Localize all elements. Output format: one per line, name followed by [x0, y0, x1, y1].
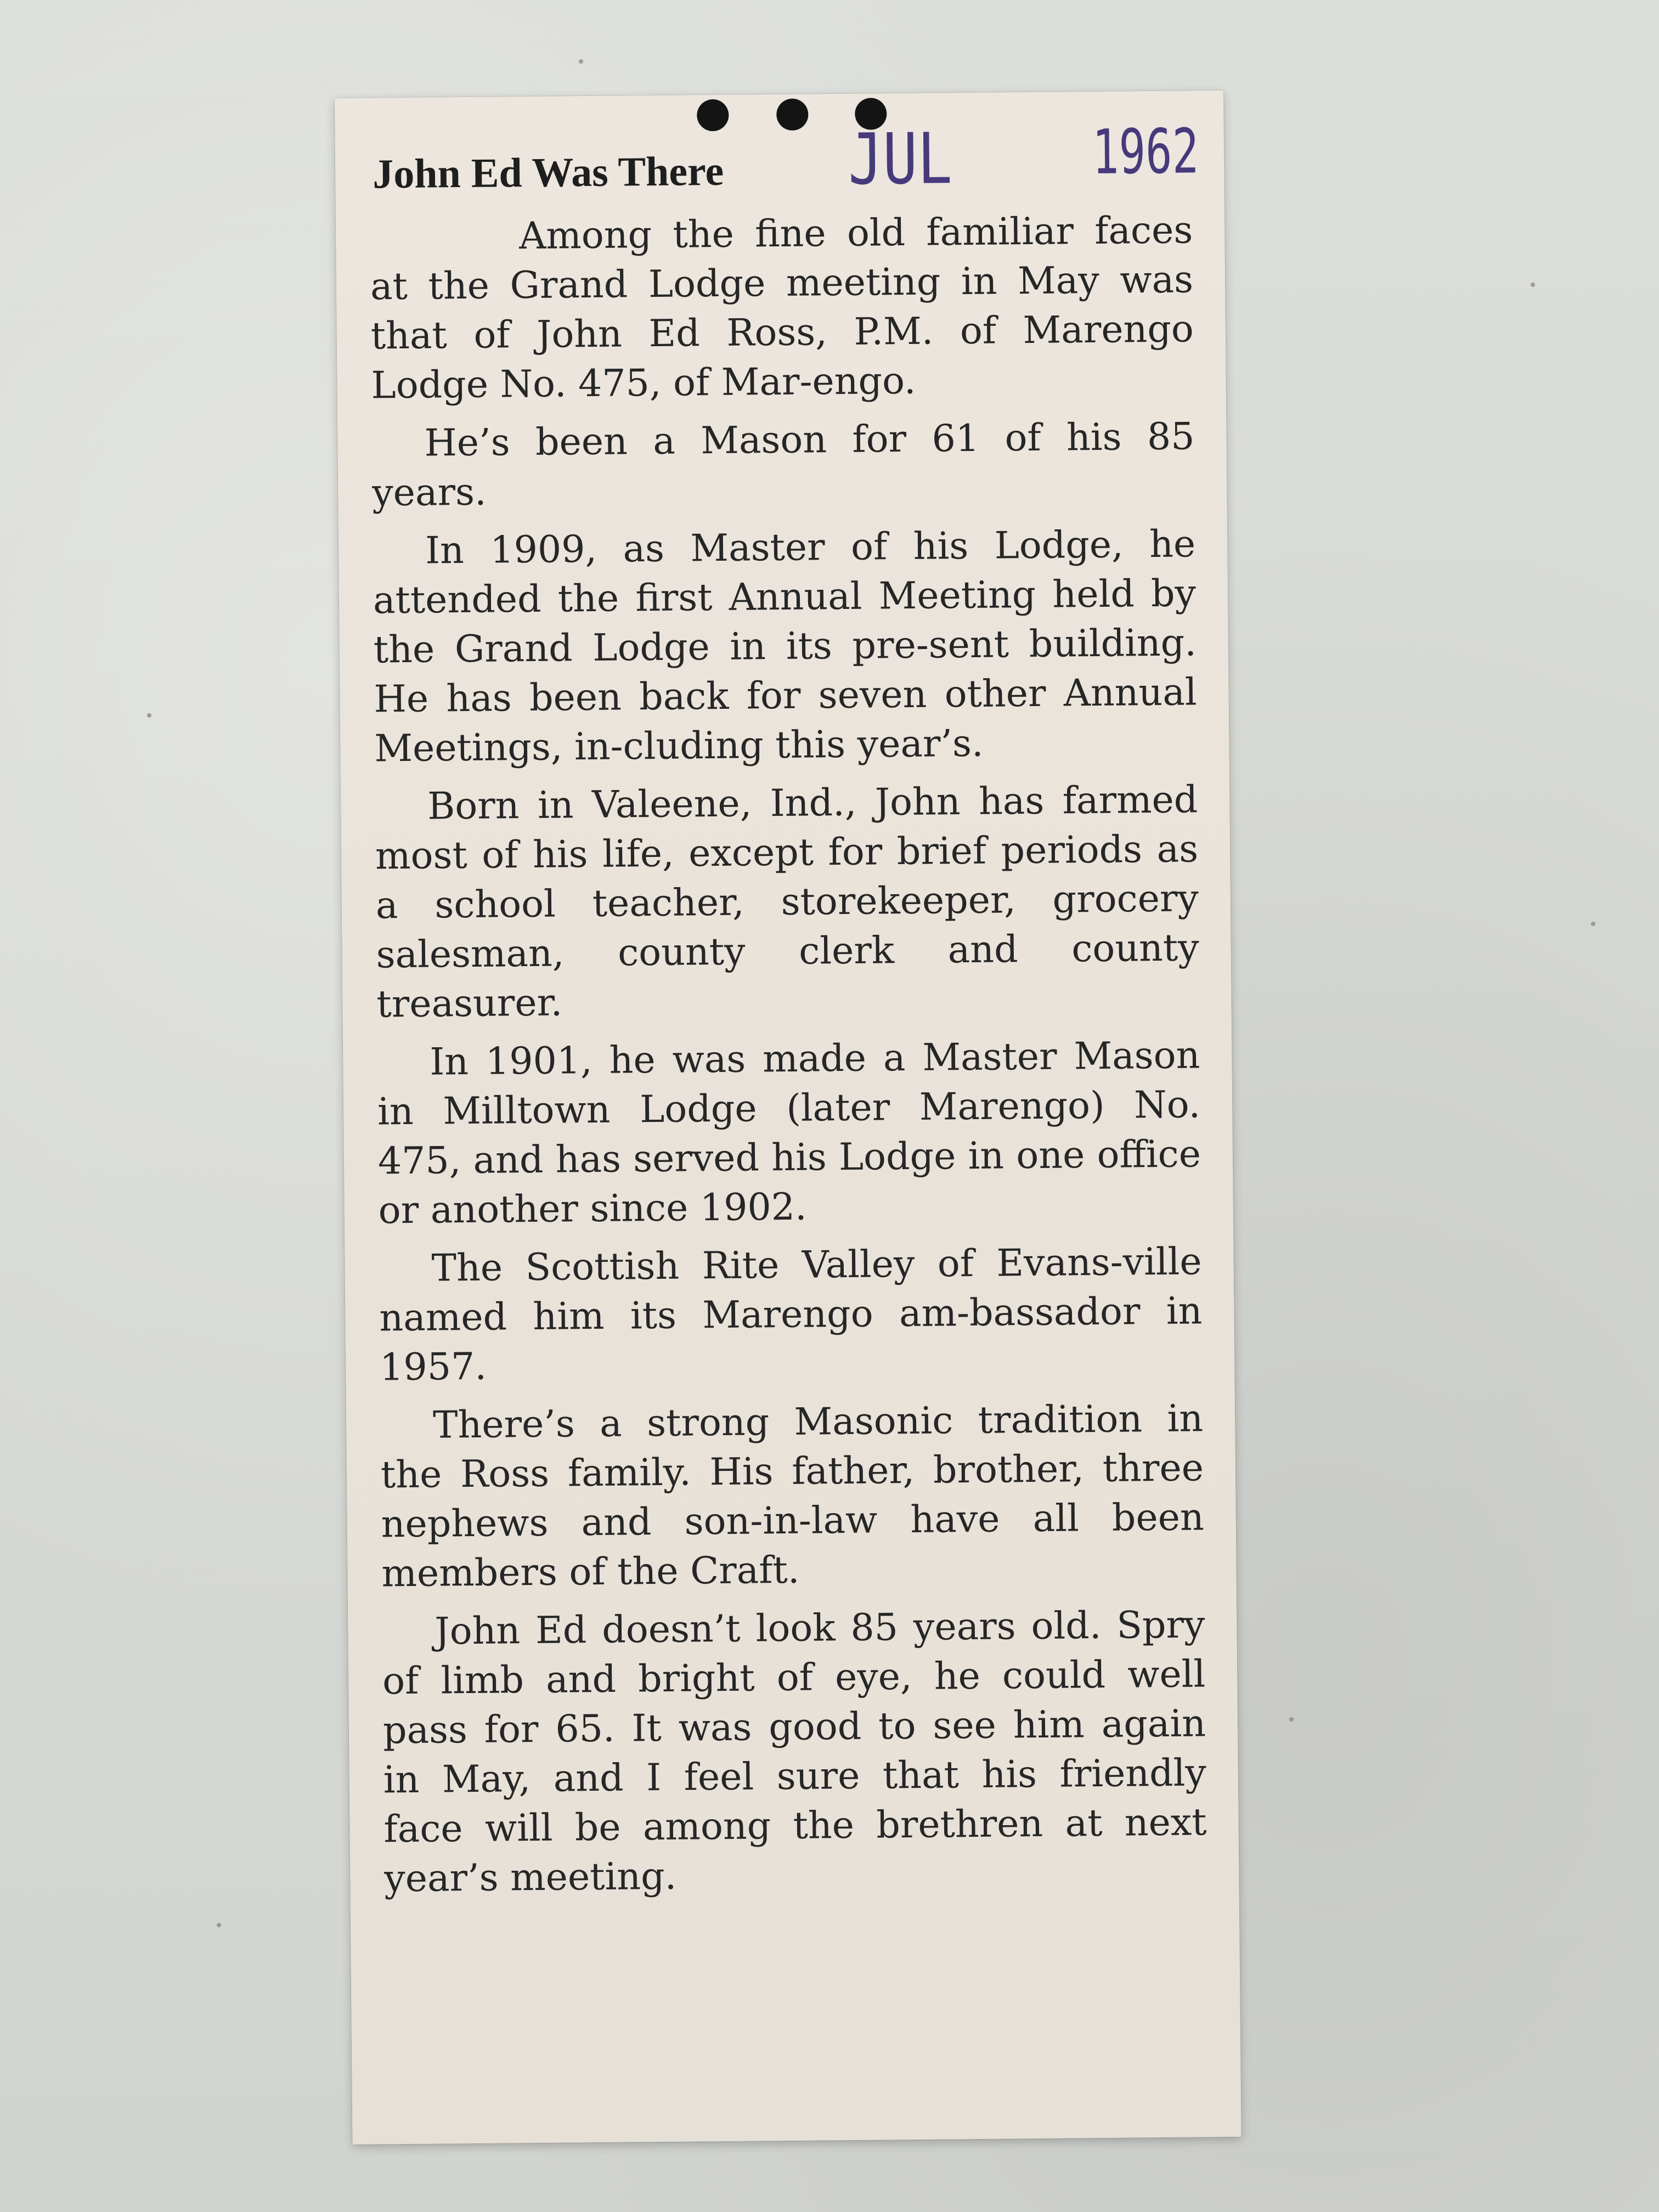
wall-speck — [217, 1923, 221, 1927]
date-stamp-month: JUL — [848, 118, 953, 201]
wall-speck — [579, 59, 583, 64]
article-paragraph: Born in Valeene, Ind., John has farmed most of his life, except for brief periods as a school teacher, storekeeper, grocery salesman, county clerk and county treasurer. — [375, 778, 1199, 1026]
date-stamp-year: 1962 — [1092, 116, 1199, 189]
article-headline: John Ed Was There — [372, 148, 724, 198]
punch-hole — [697, 99, 729, 132]
punch-hole — [776, 99, 809, 131]
article-paragraph: In 1901, he was made a Master Mason in Milltown Lodge (later Marengo) No. 475, and has served his Lodge in one office or another since 1902. — [377, 1034, 1201, 1233]
wall-speck — [1591, 922, 1595, 926]
article-paragraph: The Scottish Rite Valley of Evans-ville named him its Marengo am-bassador in 1957. — [379, 1240, 1203, 1390]
newspaper-clipping — [335, 91, 1241, 2145]
wall-speck — [1289, 1717, 1294, 1722]
article-paragraph: John Ed doesn’t look 85 years old. Spry of limb and bright of eye, he could well pass for 65. It was good to see him again in May, and I feel sure that his friendly face will be among the brethren at next year’s meeting. — [382, 1603, 1207, 1901]
article-body — [370, 206, 1207, 1912]
wall-speck — [1531, 283, 1535, 287]
article-paragraph: Among the fine old familiar faces at the Grand Lodge meeting in May was that of John Ed Ross, P.M. of Marengo Lodge No. 475, of Mar-engo. — [370, 208, 1194, 408]
wall-speck — [147, 713, 151, 718]
article-paragraph: There’s a strong Masonic tradition in the Ross family. His father, brother, three nephews and son-in-law have all been members of the Craft. — [380, 1397, 1205, 1596]
article-paragraph: In 1909, as Master of his Lodge, he attended the first Annual Meeting held by the Grand Lodge in its pre-sent building. He has been back for seven other Annual Meetings, in-cluding this year’s. — [373, 522, 1197, 771]
article-paragraph: He’s been a Mason for 61 of his 85 years. — [371, 415, 1195, 515]
